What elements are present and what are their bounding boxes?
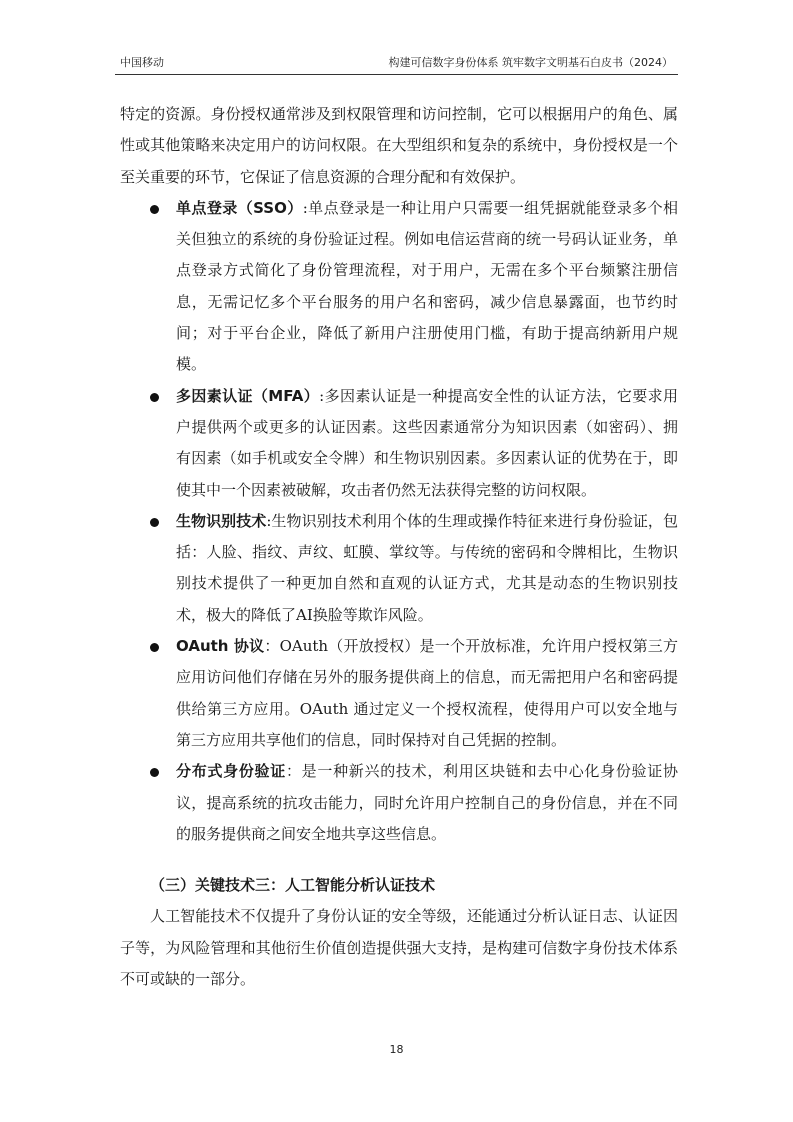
bullet-text: :生物识别技术利用个体的生理或操作特征来进行身份验证，包括：人脸、指纹、声纹、虹膜、掌纹等。与传统的密码和令牌相比，生物识别技术提供了一种更加自然和直观的认证方式，尤其是动态的生物识别技术，极大的降低了AI换脸等欺诈风险。: [176, 511, 678, 624]
header-document-title: 构建可信数字身份体系 筑牢数字文明基石白皮书（2024）: [388, 56, 673, 69]
bullet-dot-icon: [150, 205, 159, 214]
page-body: [120, 99, 678, 995]
bullet-dot-icon: [150, 518, 159, 527]
bullet-item-mfa: [120, 381, 678, 506]
section-heading: （三）关键技术三：人工智能分析认证技术: [150, 876, 436, 895]
bullet-item-distributed-auth: [120, 756, 678, 850]
bullet-text: :单点登录是一种让用户只需要一组凭据就能登录多个相关但独立的系统的身份验证过程。例如电信运营商的统一号码认证业务，单点登录方式简化了身份管理流程，对于用户，无需在多个平台频繁注册信息，无需记忆多个平台服务的用户名和密码，减少信息暴露面，也节约时间；对于平台企业，降低了新用户注册使用门槛，有助于提高纳新用户规模。: [176, 198, 679, 374]
bullet-dot-icon: [150, 768, 159, 777]
bullet-list: [120, 193, 678, 850]
bullet-term: 多因素认证（MFA）: [176, 386, 320, 405]
intro-paragraph: 特定的资源。身份授权通常涉及到权限管理和访问控制，它可以根据用户的角色、属性或其他策略来决定用户的访问权限。在大型组织和复杂的系统中，身份授权是一个至关重要的环节，它保证了信息资源的合理分配和有效保护。: [120, 105, 678, 186]
bullet-text: ：是一种新兴的技术，利用区块链和去中心化身份验证协议，提高系统的抗攻击能力，同时允许用户控制自己的身份信息，并在不同的服务提供商之间安全地共享这些信息。: [176, 762, 678, 843]
bullet-text: ：OAuth（开放授权）是一个开放标准，允许用户授权第三方应用访问他们存储在另外的服务提供商上的信息，而无需把用户名和密码提供给第三方应用。OAuth 通过定义一个授权流程，使得用户可以安全地与第三方应用共享他们的信息，同时保持对自己凭据的控制。: [176, 637, 678, 749]
bullet-text: :多因素认证是一种提高安全性的认证方法，它要求用户提供两个或更多的认证因素。这些因素通常分为知识因素（如密码）、拥有因素（如手机或安全令牌）和生物识别因素。多因素认证的优势在于，即使其中一个因素被破解，攻击者仍然无法获得完整的访问权限。: [176, 386, 679, 499]
bullet-dot-icon: [150, 643, 159, 652]
header-org: 中国移动: [120, 56, 164, 69]
bullet-term: OAuth 协议: [176, 637, 265, 656]
page-header: [120, 56, 673, 70]
bullet-term: 生物识别技术: [176, 511, 267, 530]
section-paragraph: 人工智能技术不仅提升了身份认证的安全等级，还能通过分析认证日志、认证因子等，为风险管理和其他衍生价值创造提供强大支持，是构建可信数字身份技术体系不可或缺的一部分。: [120, 907, 678, 989]
bullet-item-oauth: [120, 631, 678, 756]
bullet-term: 分布式身份验证: [176, 762, 286, 781]
page-number: 18: [389, 1043, 404, 1056]
header-rule: [115, 74, 678, 75]
bullet-term: 单点登录（SSO）: [176, 198, 303, 217]
bullet-dot-icon: [150, 393, 159, 402]
bullet-item-biometrics: [120, 506, 678, 631]
bullet-item-sso: [120, 193, 678, 381]
